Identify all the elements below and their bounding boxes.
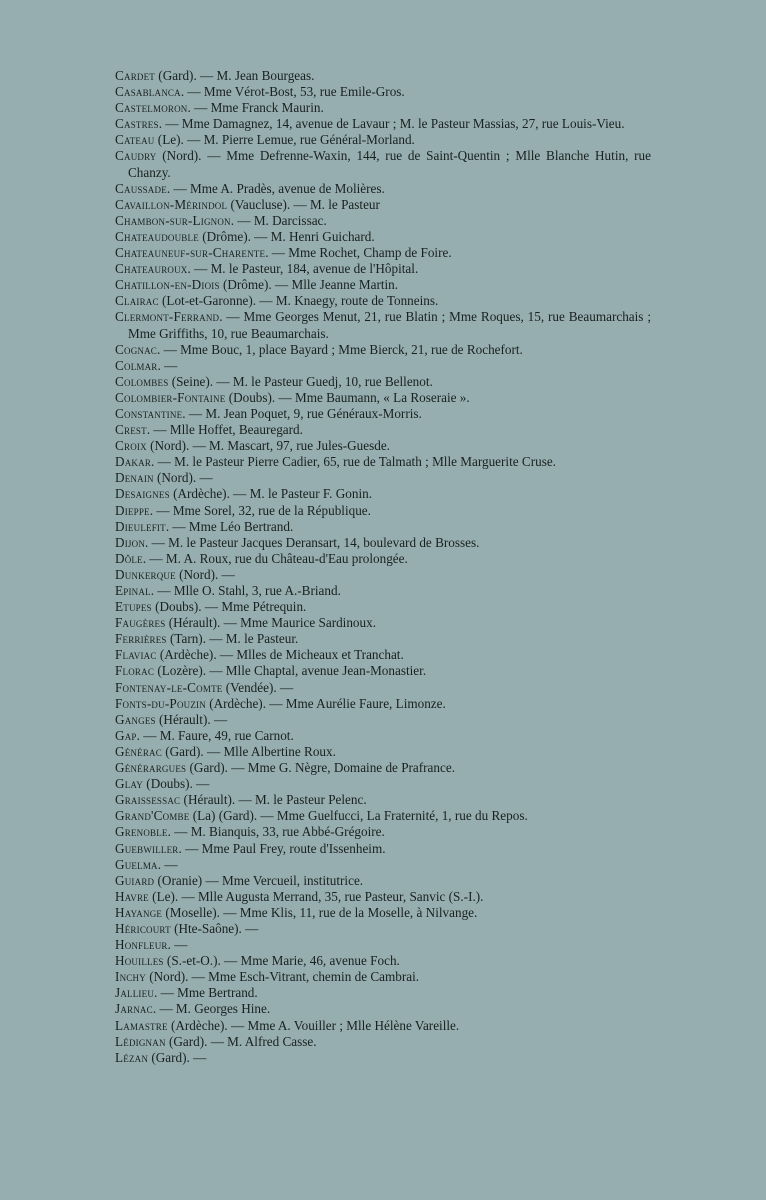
entry-place-name: Croix — [115, 438, 147, 454]
directory-entry — [115, 937, 651, 953]
entry-place-name: Clairac — [115, 293, 159, 309]
entry-place-name: Jarnac — [115, 1001, 153, 1017]
entry-details: (Seine). — M. le Pasteur Guedj, 10, rue Bellenot. — [168, 373, 433, 389]
entry-details: . — Mme Georges Menut, 21, rue Blatin ; Mme Roques, 15, rue Beaumarchais ; Mme Griffiths, 10, rue Beaumarchais. — [128, 309, 651, 341]
entry-details: (Doubs). — Mme Baumann, « La Roseraie ». — [225, 389, 470, 405]
entry-place-name: Chambon-sur-Lignon — [115, 212, 231, 228]
directory-entry — [115, 197, 651, 213]
entry-place-name: Grand'Combe — [115, 808, 190, 824]
entry-details: . — M. Faure, 49, rue Carnot. — [136, 727, 294, 743]
entry-details: (Nord). — — [153, 470, 213, 486]
entry-place-name: Chateauneuf-sur-Charente — [115, 245, 266, 261]
entry-place-name: Cardet — [115, 68, 155, 83]
entry-details: (Oranie) — Mme Vercueil, institutrice. — [154, 872, 364, 888]
entry-place-name: Chatillon-en-Diois — [115, 277, 220, 293]
entry-details: (Hérault). — M. le Pasteur Pelenc. — [180, 792, 367, 808]
entry-details: (Gard). — — [148, 1049, 207, 1065]
entry-place-name: Guiard — [115, 872, 155, 888]
directory-entry — [115, 647, 651, 663]
directory-entry — [115, 486, 651, 502]
entry-details: (Ardèche). — Mlles de Micheaux et Tranchat. — [156, 647, 404, 663]
entry-details: (Vaucluse). — M. le Pasteur — [227, 196, 380, 212]
entry-details: (Drôme). — Mlle Jeanne Martin. — [219, 277, 399, 293]
directory-entry — [115, 342, 651, 358]
entry-place-name: Cavaillon-Mérindol — [115, 196, 228, 212]
entry-place-name: Houilles — [115, 953, 164, 969]
entry-place-name: Caudry — [115, 148, 157, 164]
entry-details: (Lozère). — Mlle Chaptal, avenue Jean-Monastier. — [154, 663, 427, 679]
directory-entry — [115, 293, 651, 309]
directory-entry — [115, 728, 651, 744]
directory-entry — [115, 519, 651, 535]
entry-details: (Gard). — M. Alfred Casse. — [165, 1033, 317, 1049]
directory-entry — [115, 631, 651, 647]
entry-details: . — Mme Sorel, 32, rue de la République. — [149, 502, 371, 518]
directory-entry — [115, 470, 651, 486]
directory-entry — [115, 680, 651, 696]
entry-details: . — M. le Pasteur, 184, avenue de l'Hôpital. — [187, 261, 419, 277]
entry-details: (Hérault). — — [155, 711, 228, 727]
directory-entry — [115, 905, 651, 921]
entry-details: . — M. Darcissac. — [230, 212, 327, 228]
directory-entry — [115, 181, 651, 197]
directory-entry — [115, 1050, 651, 1066]
directory-entry — [115, 116, 651, 132]
entry-details: (Gard). — M. Jean Bourgeas. — [155, 68, 315, 83]
directory-entry — [115, 841, 651, 857]
entry-place-name: Crest — [115, 422, 147, 438]
directory-entry — [115, 309, 651, 341]
directory-entry — [115, 567, 651, 583]
directory-entry — [115, 84, 651, 100]
entry-details: . — Mme Paul Frey, route d'Issenheim. — [178, 840, 386, 856]
entry-details: . — — [157, 856, 178, 872]
directory-entry — [115, 503, 651, 519]
entry-details: (Ardèche). — M. le Pasteur F. Gonin. — [169, 486, 373, 502]
entry-place-name: Dieulefit — [115, 518, 166, 534]
entry-place-name: Constantine — [115, 405, 183, 421]
directory-entry — [115, 229, 651, 245]
directory-entry — [115, 245, 651, 261]
directory-entry — [115, 824, 651, 840]
entry-details: (Vendée). — — [222, 679, 294, 695]
entry-details: . — M. A. Roux, rue du Château-d'Eau prolongée. — [142, 550, 408, 566]
entry-place-name: Dôle — [115, 550, 143, 566]
entry-place-name: Chateaudouble — [115, 228, 199, 244]
entry-details: (Gard). — Mlle Albertine Roux. — [161, 743, 336, 759]
entry-details: . — Mlle O. Stahl, 3, rue A.-Briand. — [150, 583, 341, 598]
entry-details: . — Mme Léo Bertrand. — [165, 518, 294, 534]
directory-entry — [115, 148, 651, 180]
entry-details: . — Mme Bertrand. — [154, 985, 258, 1001]
directory-entry — [115, 873, 651, 889]
entry-details: (Nord). — Mme Esch-Vitrant, chemin de Cambrai. — [145, 969, 420, 985]
entry-details: . — M. Jean Poquet, 9, rue Généraux-Morris. — [182, 405, 422, 421]
entry-place-name: Hayange — [115, 904, 163, 920]
directory-entry — [115, 857, 651, 873]
entry-place-name: Denain — [115, 470, 154, 486]
entry-place-name: Desaignes — [115, 486, 170, 502]
entry-details: (Drôme). — M. Henri Guichard. — [198, 228, 375, 244]
directory-entry — [115, 599, 651, 615]
directory-entry — [115, 1034, 651, 1050]
entry-place-name: Lamastre — [115, 1017, 168, 1033]
directory-entry — [115, 615, 651, 631]
directory-entry — [115, 213, 651, 229]
directory-entry — [115, 454, 651, 470]
directory-entry — [115, 776, 651, 792]
entry-place-name: Lézan — [115, 1049, 149, 1065]
directory-entry — [115, 132, 651, 148]
entry-place-name: Générargues — [115, 760, 187, 776]
entry-place-name: Fonts-du-Pouzin — [115, 695, 206, 711]
directory-entry — [115, 422, 651, 438]
entry-details: . — Mme A. Pradès, avenue de Molières. — [166, 180, 385, 196]
directory-entry — [115, 921, 651, 937]
entry-place-name: Etupes — [115, 599, 152, 615]
entry-place-name: Havre — [115, 888, 149, 904]
entry-place-name: Colombier-Fontaine — [115, 389, 226, 405]
entry-place-name: Graissessac — [115, 792, 181, 808]
entry-place-name: Dunkerque — [115, 566, 176, 582]
entry-place-name: Castelmoron — [115, 100, 188, 116]
entry-place-name: Dakar — [115, 454, 152, 470]
entry-details: . — — [157, 357, 178, 373]
directory-entry — [115, 1001, 651, 1017]
entry-place-name: Castres — [115, 116, 159, 132]
entry-place-name: Ferrières — [115, 631, 167, 647]
entry-details: (Doubs). — — [143, 776, 210, 792]
directory-entry — [115, 712, 651, 728]
entry-details: . — Mme Vérot-Bost, 53, rue Emile-Gros. — [180, 84, 405, 100]
directory-entry — [115, 792, 651, 808]
entry-place-name: Lédignan — [115, 1033, 166, 1049]
entry-place-name: Fontenay-le-Comte — [115, 679, 223, 695]
entry-details: . — Mme Franck Maurin. — [187, 100, 324, 116]
directory-entry — [115, 953, 651, 969]
entry-place-name: Cateau — [115, 132, 155, 148]
entry-details: . — Mlle Hoffet, Beauregard. — [146, 422, 303, 438]
entry-details: (Hte-Saône). — — [170, 920, 259, 936]
entry-details: . — Mme Rochet, Champ de Foire. — [265, 245, 452, 261]
entry-place-name: Colombes — [115, 373, 169, 389]
directory-entry — [115, 390, 651, 406]
entry-details: (Ardèche). — Mme A. Vouiller ; Mlle Hélène Vareille. — [167, 1017, 460, 1033]
directory-entry — [115, 277, 651, 293]
entry-details: (S.-et-O.). — Mme Marie, 46, avenue Foch. — [163, 953, 400, 969]
directory-entry — [115, 889, 651, 905]
entry-place-name: Honfleur — [115, 937, 168, 953]
entry-place-name: Colmar — [115, 357, 158, 373]
directory-entry — [115, 1018, 651, 1034]
entry-place-name: Générac — [115, 743, 162, 759]
entry-place-name: Caussade — [115, 180, 167, 196]
entry-place-name: Héricourt — [115, 920, 171, 936]
directory-entry — [115, 663, 651, 679]
directory-entry — [115, 760, 651, 776]
directory-entry — [115, 406, 651, 422]
entry-details: . — Mme Bouc, 1, place Bayard ; Mme Bierck, 21, rue de Rochefort. — [157, 341, 523, 357]
entry-place-name: Guebwiller — [115, 840, 179, 856]
entry-place-name: Inchy — [115, 969, 146, 985]
directory-entry — [115, 744, 651, 760]
entry-details: . — M. Bianquis, 33, rue Abbé-Grégoire. — [167, 824, 385, 840]
entry-place-name: Guelma — [115, 856, 158, 872]
entry-place-name: Casablanca — [115, 84, 181, 100]
entry-details: . — M. le Pasteur Pierre Cadier, 65, rue de Talmath ; Mlle Marguerite Cruse. — [151, 454, 556, 470]
directory-entry — [115, 583, 651, 599]
entry-details: . — — [167, 937, 188, 953]
entry-details: (Ardèche). — Mme Aurélie Faure, Limonze. — [205, 695, 446, 711]
entry-place-name: Dijon — [115, 534, 146, 550]
entry-place-name: Clermont-Ferrand — [115, 309, 220, 325]
entry-place-name: Chateauroux — [115, 261, 188, 277]
entry-details: (Nord). — — [175, 566, 235, 582]
entry-place-name: Florac — [115, 663, 155, 679]
entry-details: (Nord). — M. Mascart, 97, rue Jules-Guesde. — [146, 438, 390, 454]
entry-details: (Gard). — Mme G. Nègre, Domaine de Prafrance. — [186, 760, 456, 776]
directory-entry — [115, 535, 651, 551]
entry-place-name: Cognac — [115, 341, 157, 357]
entry-details: (Moselle). — Mme Klis, 11, rue de la Moselle, à Nilvange. — [162, 904, 478, 920]
directory-entry — [115, 68, 651, 84]
directory-entry — [115, 358, 651, 374]
entry-place-name: Dieppe — [115, 502, 150, 518]
entry-place-name: Faugères — [115, 615, 166, 631]
entry-place-name: Flaviac — [115, 647, 157, 663]
directory-entry — [115, 374, 651, 390]
directory-entry — [115, 438, 651, 454]
entry-details: (Hérault). — Mme Maurice Sardinoux. — [165, 615, 377, 631]
entry-place-name: Jallieu — [115, 985, 155, 1001]
entry-details: (Le). — M. Pierre Lemue, rue Général-Morland. — [154, 132, 415, 148]
entry-place-name: Glay — [115, 776, 143, 792]
directory-entry — [115, 808, 651, 824]
entry-details: . — Mme Damagnez, 14, avenue de Lavaur ; M. le Pasteur Massias, 27, rue Louis-Vieu. — [158, 116, 625, 132]
entry-place-name: Ganges — [115, 711, 156, 727]
directory-entry — [115, 696, 651, 712]
entry-details: (La) (Gard). — Mme Guelfucci, La Fraternité, 1, rue du Repos. — [189, 808, 528, 824]
entry-details: . — M. le Pasteur Jacques Deransart, 14, boulevard de Brosses. — [145, 534, 480, 550]
entry-details: (Lot-et-Garonne). — M. Knaegy, route de Tonneins. — [158, 293, 439, 309]
directory-entry — [115, 551, 651, 567]
entry-details: (Doubs). — Mme Pétrequin. — [151, 599, 307, 615]
entry-place-name: Epinal — [115, 583, 151, 598]
directory-entry — [115, 969, 651, 985]
directory-entry — [115, 261, 651, 277]
entry-details: (Tarn). — M. le Pasteur. — [166, 631, 299, 647]
entry-details: (Le). — Mlle Augusta Merrand, 35, rue Pasteur, Sanvic (S.-I.). — [148, 888, 484, 904]
entry-place-name: Gap — [115, 727, 137, 743]
entry-place-name: Grenoble — [115, 824, 168, 840]
entry-details: . — M. Georges Hine. — [152, 1001, 271, 1017]
directory-list — [115, 68, 651, 1066]
directory-entry — [115, 985, 651, 1001]
directory-entry — [115, 100, 651, 116]
entry-details: (Nord). — Mme Defrenne-Waxin, 144, rue de Saint-Quentin ; Mlle Blanche Hutin, rue Chanzy. — [128, 148, 651, 180]
